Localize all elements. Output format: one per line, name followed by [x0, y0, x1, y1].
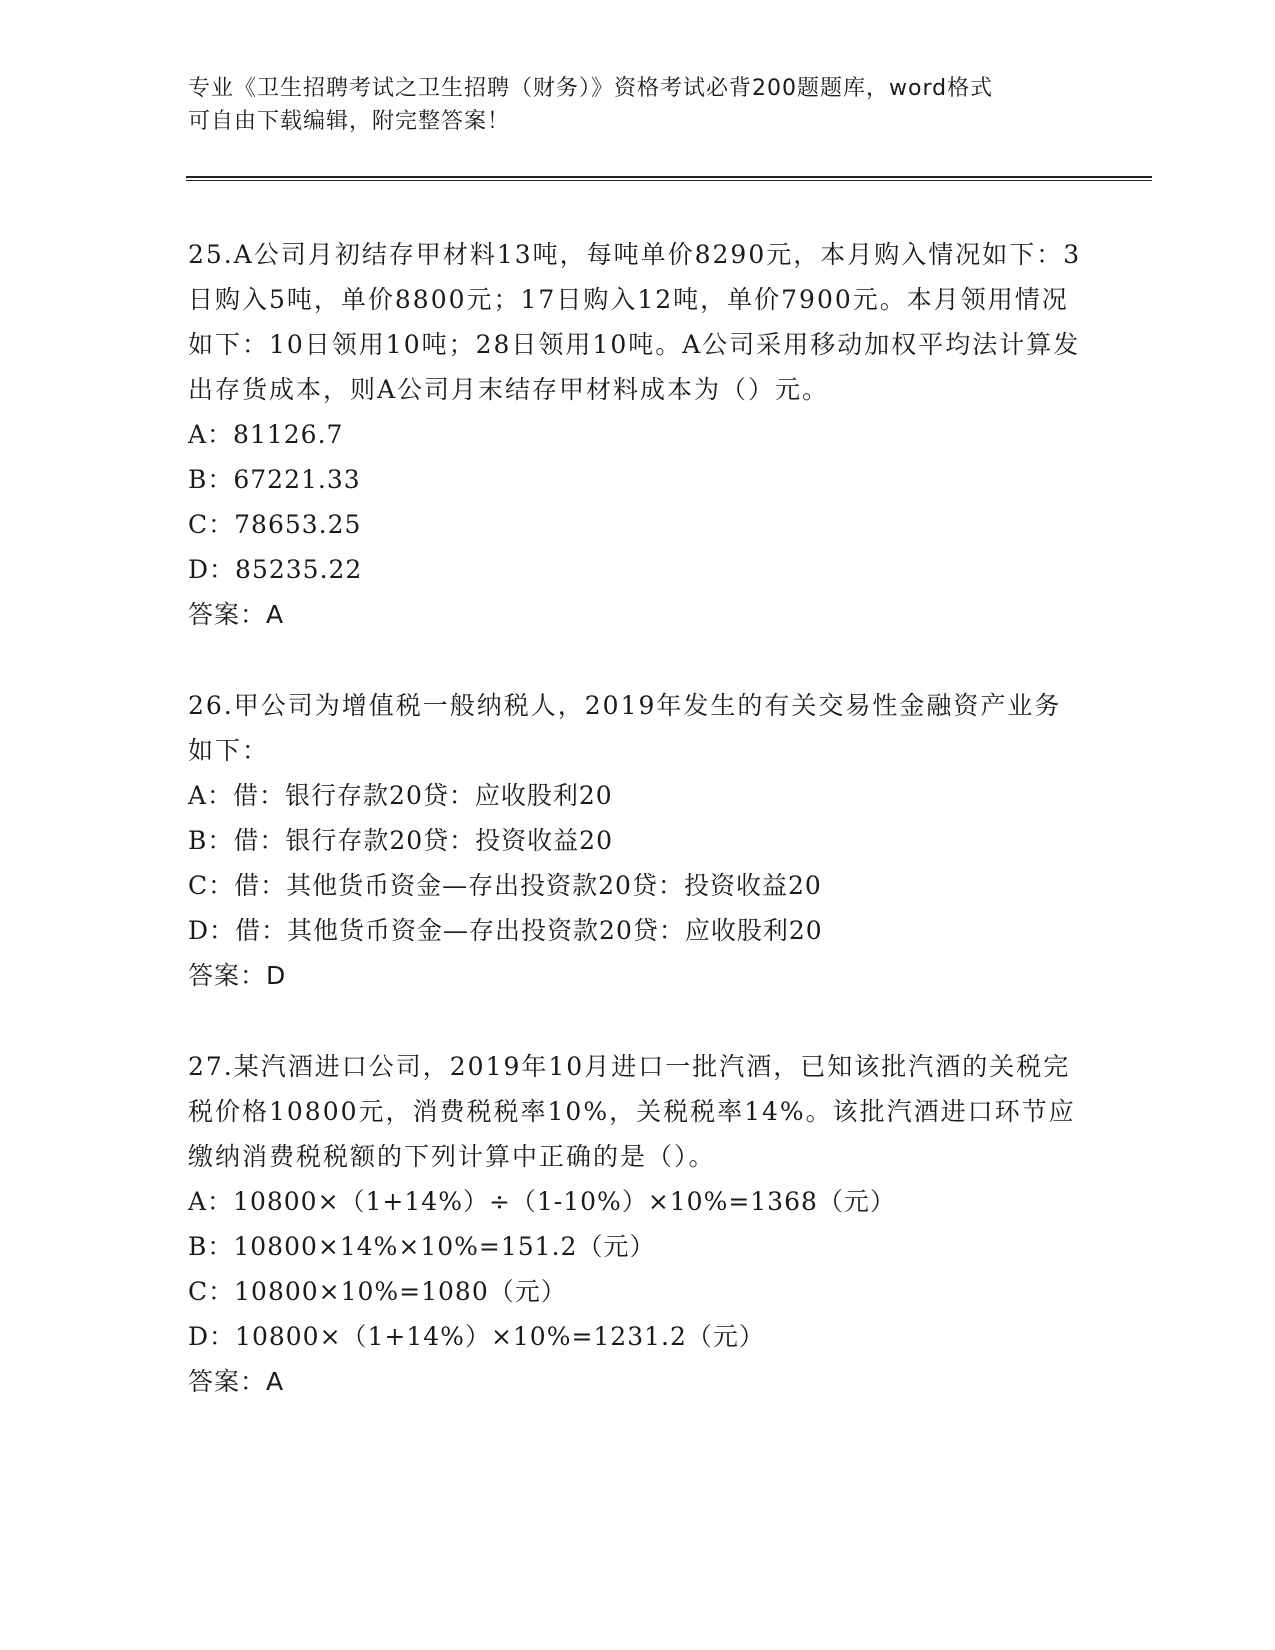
option-b: B：借：银行存款20贷：投资收益20	[188, 826, 613, 855]
option-b: B：67221.33	[188, 465, 361, 494]
question-27	[188, 1044, 1088, 1404]
option-a: A：10800×（1+14%）÷（1-10%）×10%=1368（元）	[188, 1187, 896, 1216]
question-text: 25.A公司月初结存甲材料13吨，每吨单价8290元，本月购入情况如下：3日购入5吨，单价8800元；17日购入12吨，单价7900元。本月领用情况如下：10日领用10吨；28日领用10吨。A公司采用移动加权平均法计算发出存货成本，则A公司月末结存甲材料成本为（）元。	[188, 240, 1082, 404]
question-text: 27.某汽酒进口公司，2019年10月进口一批汽酒，已知该批汽酒的关税完税价格10800元，消费税税率10%，关税税率14%。该批汽酒进口环节应缴纳消费税税额的下列计算中正确的是（）。	[188, 1052, 1076, 1171]
option-a: A：借：银行存款20贷：应收股利20	[188, 781, 613, 810]
option-d: D：10800×（1+14%）×10%=1231.2（元）	[188, 1322, 765, 1351]
option-c: C：10800×10%=1080（元）	[188, 1277, 567, 1306]
question-25	[188, 232, 1088, 637]
option-b: B：10800×14%×10%=151.2（元）	[188, 1232, 656, 1261]
header-line-1: 专业《卫生招聘考试之卫生招聘（财务）》资格考试必背200题题库，word格式	[188, 76, 994, 101]
header-line-2: 可自由下载编辑，附完整答案！	[188, 109, 511, 134]
option-c: C：78653.25	[188, 510, 362, 539]
option-a: A：81126.7	[188, 420, 344, 449]
question-26	[188, 683, 1088, 998]
option-c: C：借：其他货币资金—存出投资款20贷：投资收益20	[188, 871, 822, 900]
option-d: D：借：其他货币资金—存出投资款20贷：应收股利20	[188, 916, 823, 945]
answer-line: 答案：A	[188, 600, 285, 629]
header-divider	[186, 176, 1152, 181]
answer-line: 答案：D	[188, 961, 287, 990]
answer-line: 答案：A	[188, 1367, 285, 1396]
option-d: D：85235.22	[188, 555, 363, 584]
question-list	[188, 232, 1088, 1450]
question-text: 26.甲公司为增值税一般纳税人，2019年发生的有关交易性金融资产业务如下：	[188, 691, 1062, 765]
document-header	[188, 72, 1068, 138]
